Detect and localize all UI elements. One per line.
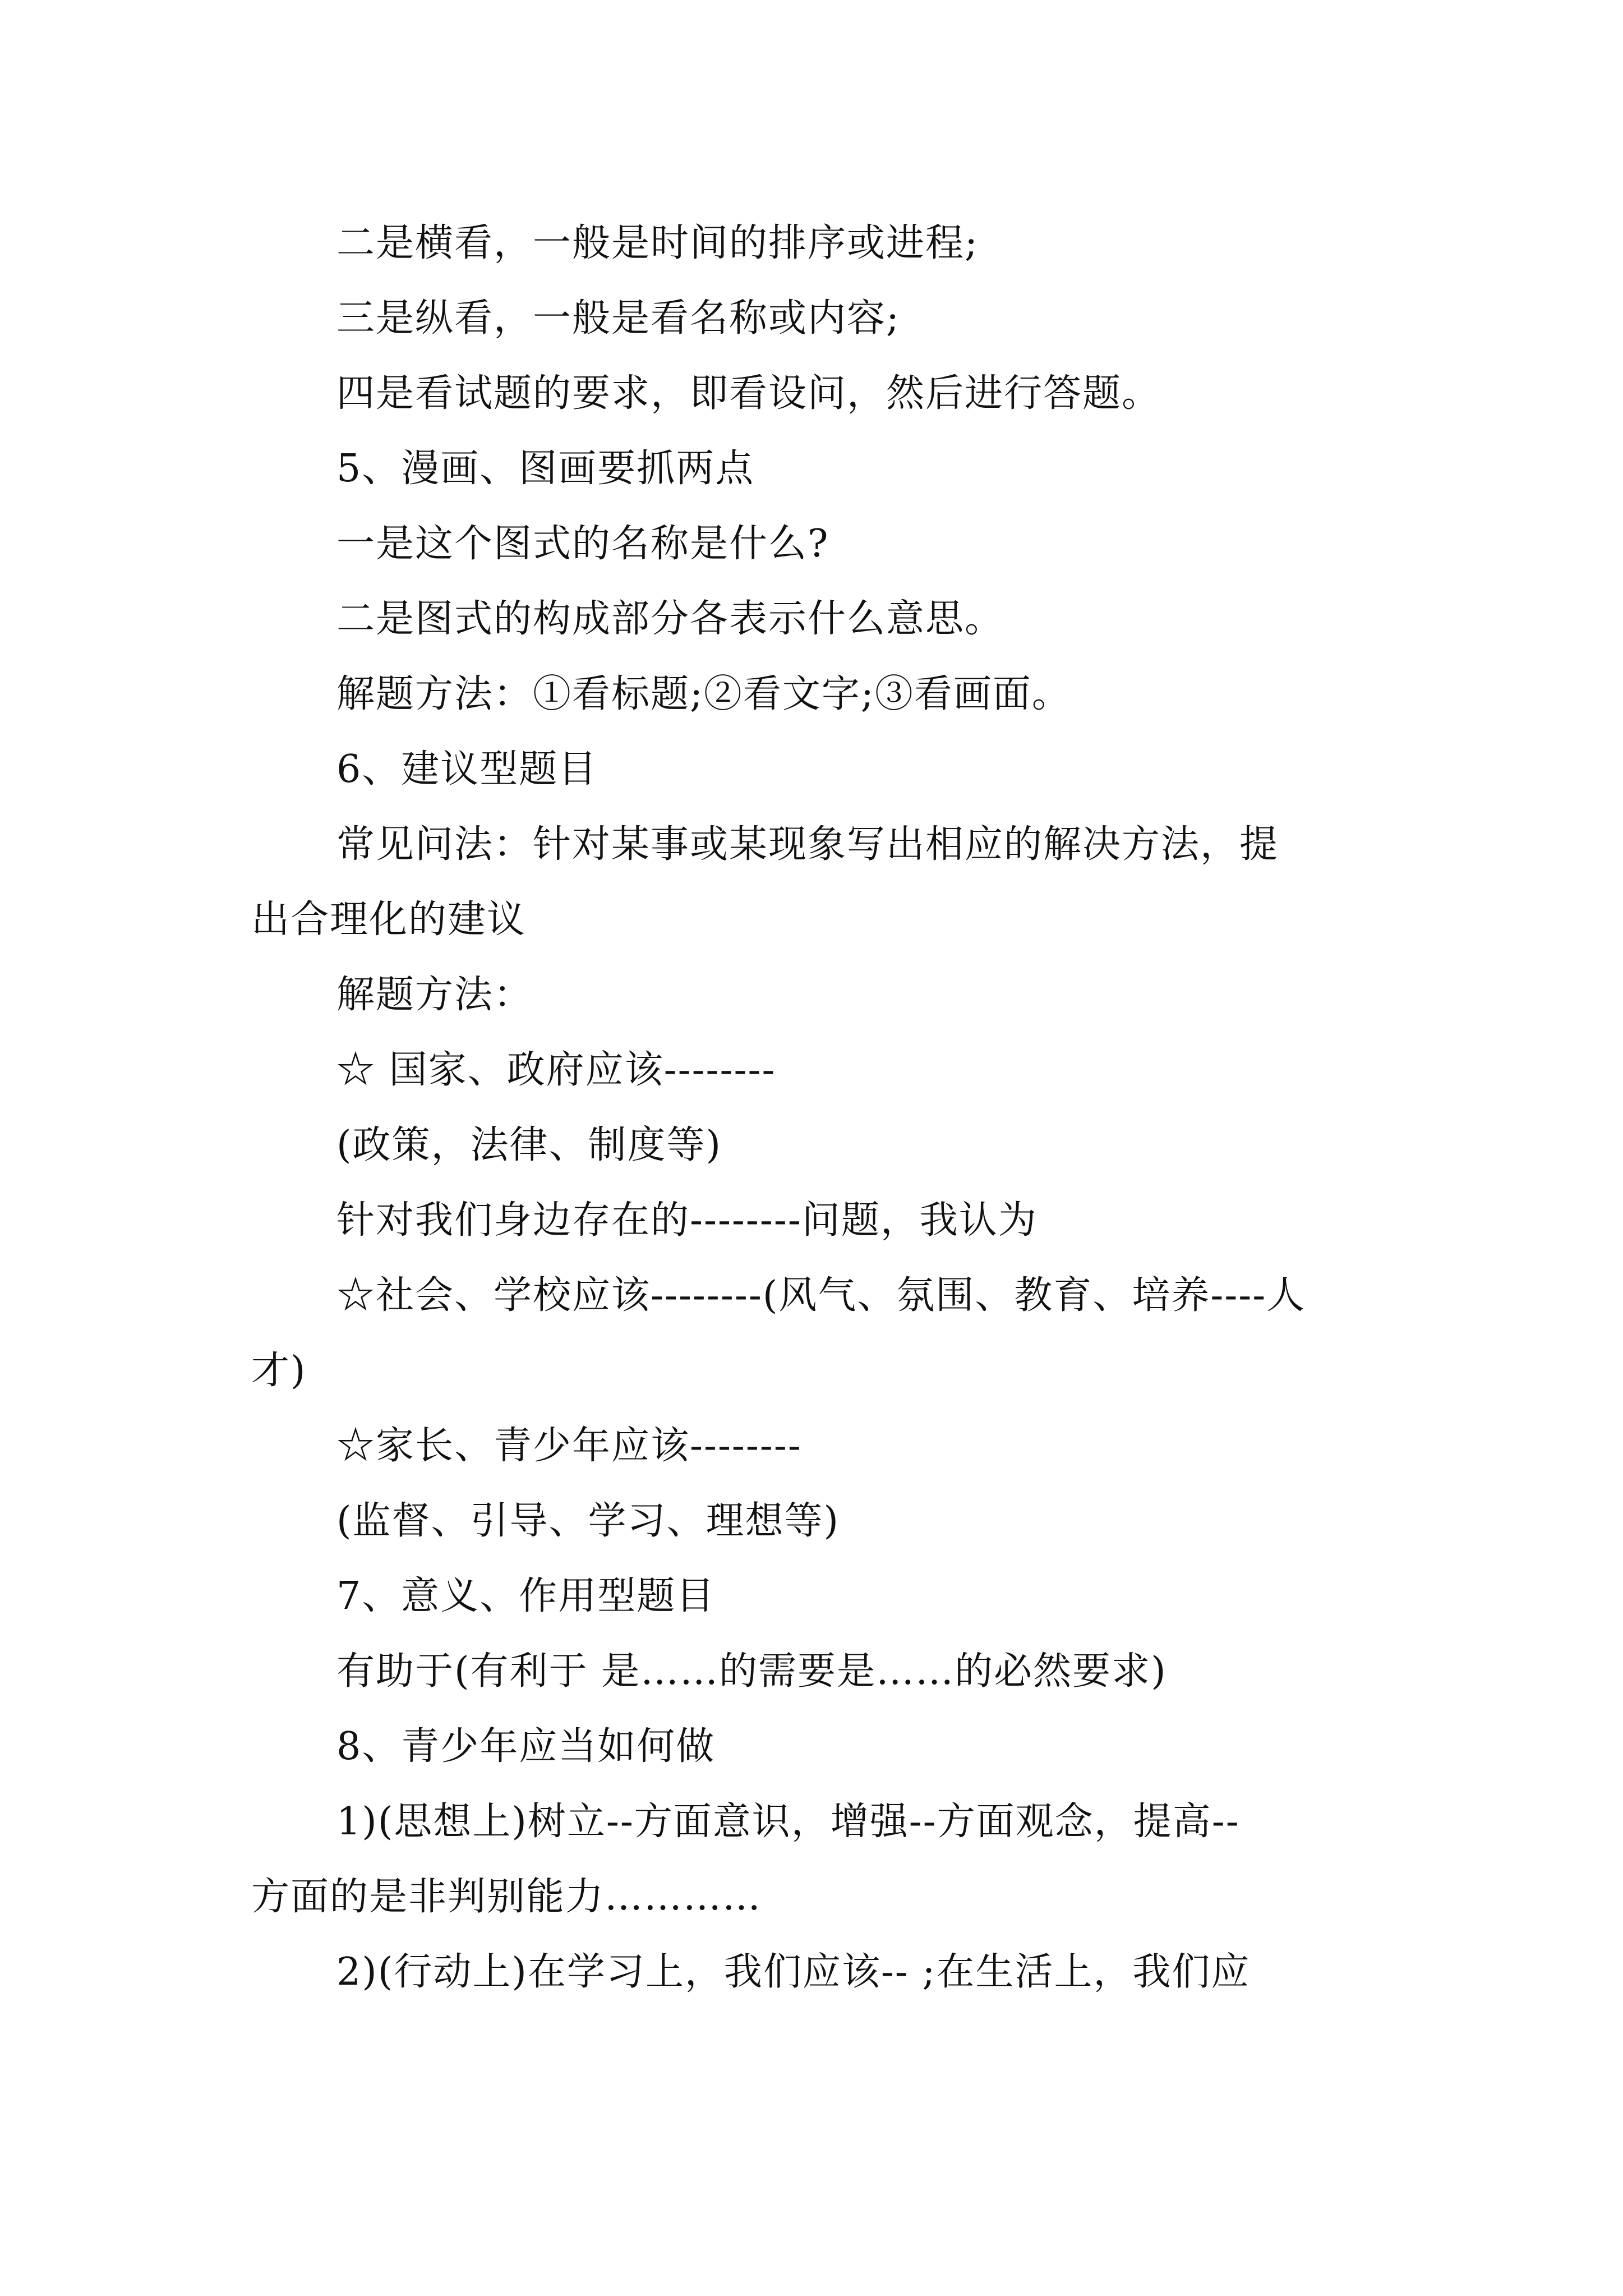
text-line: 才)	[251, 1349, 307, 1393]
text-line: (监督、引导、学习、理想等)	[336, 1499, 840, 1543]
text-line: 方面的是非判别能力…………	[251, 1875, 762, 1919]
text-line: 解题方法：	[336, 973, 533, 1017]
text-line: 2)(行动上)在学习上，我们应该-- ;在生活上，我们应	[336, 1950, 1251, 1994]
section-heading: 5、漫画、图画要抓两点	[336, 447, 755, 491]
text-line: ☆家长、青少年应该--------	[336, 1424, 802, 1468]
text-line: 二是图式的构成部分各表示什么意思。	[336, 597, 1004, 641]
text-line: (政策，法律、制度等)	[336, 1123, 722, 1167]
text-line: 一是这个图式的名称是什么?	[336, 522, 829, 566]
text-line: 有助于(有利于 是……的需要是……的必然要求)	[336, 1649, 1167, 1694]
text-line: 解题方法：①看标题;②看文字;③看画面。	[336, 672, 1071, 716]
text-line: 出合理化的建议	[251, 898, 527, 942]
section-heading: 7、意义、作用型题目	[336, 1574, 716, 1618]
section-heading: 8、青少年应当如何做	[336, 1724, 716, 1769]
text-line: 常见问法：针对某事或某现象写出相应的解决方法，提	[336, 822, 1279, 867]
text-line: 1)(思想上)树立--方面意识，增强--方面观念，提高--	[336, 1800, 1240, 1844]
text-line: 针对我们身边存在的--------问题，我认为	[336, 1198, 1038, 1243]
text-line: ☆社会、学校应该--------(风气、氛围、教育、培养----人	[336, 1273, 1306, 1318]
section-heading: 6、建议型题目	[336, 747, 598, 792]
text-line: ☆ 国家、政府应该--------	[336, 1048, 776, 1092]
text-line: 四是看试题的要求，即看设问，然后进行答题。	[336, 371, 1161, 416]
text-line: 二是横看，一般是时间的排序或进程;	[336, 221, 979, 265]
text-line: 三是纵看，一般是看名称或内容;	[336, 296, 900, 341]
